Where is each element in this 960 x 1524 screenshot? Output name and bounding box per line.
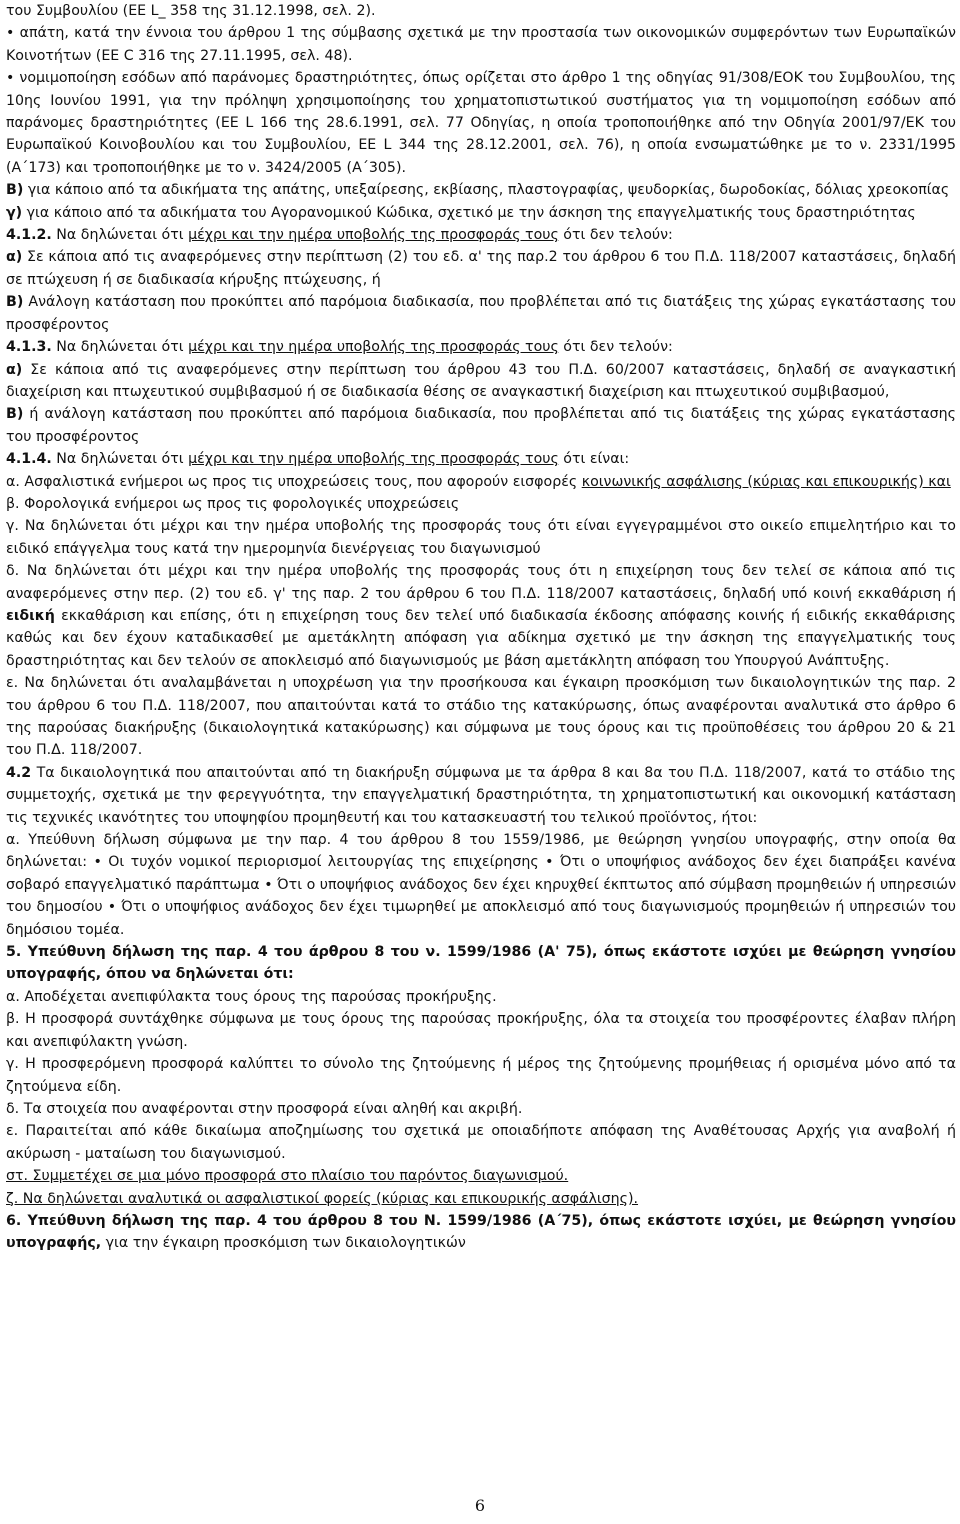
section-text: ότι δεν τελούν:	[558, 227, 673, 244]
paragraph: α. Υπεύθυνη δήλωση σύμφωνα με την παρ. 4 του άρθρου 8 του 1559/1986, με θεώρηση γνησίου υπογραφής, στην οποία θα δηλώνεται: • Οι τυχόν νομικοί περιορισμοί λειτουργίας της επιχείρησης • Ότι ο υποψήφιος ανάδοχος δεν έχει διαπράξει κανένα σοβαρό επαγγελματικό παράπτωμα • Ότι ο υποψήφιος ανάδοχος δεν έχει κηρυχθεί έκπτωτος από σύμβαση προμηθειών ή υπηρεσιών του δημοσίου • Ότι ο υποψήφιος ανάδοχος δεν έχει τιμωρηθεί με αποκλεισμό από τους διαγωνισμούς προμηθειών ή υπηρεσιών του δημόσιου τομέα.	[6, 832, 956, 938]
underlined-phrase: κοινωνικής ασφάλισης (κύριας και επικουρικής) και	[581, 473, 951, 490]
item-text: Σε κάποια από τις αναφερόμενες στην περίπτωση του άρθρου 43 του Π.Δ. 60/2007 καταστάσεις, δηλαδή σε αναγκαστική διαχείριση και πτωχευτικού συμβιβασμού ή σε διαδικασία θέσης σε αναγκαστική διαχείριση και πτωχευτικού συμβιβασμού,	[6, 361, 956, 400]
item-label: γ)	[6, 204, 23, 221]
section-4-1-4	[6, 448, 956, 470]
paragraph	[6, 471, 956, 493]
section-heading-6	[6, 1210, 956, 1255]
paragraph: γ. Να δηλώνεται ότι μέχρι και την ημέρα υποβολής της προσφοράς τους ότι είναι εγγεγραμμένοι στο οικείο επιμελητήριο και το ειδικό επάγγελμα τους κατά την ημερομηνία διενέργειας του διαγωνισμού	[6, 518, 956, 557]
item-label: Β)	[6, 406, 24, 423]
item-text: εκκαθάριση και επίσης, ότι η επιχείρηση τους δεν τελεί υπό διαδικασία έκδοσης απόφασης κοινής ή ειδικής εκκαθάρισης καθώς και δεν έχουν καταδικασθεί με αμετάκλητη απόφαση για αδίκημα σχετικό με την άσκηση της επαγγελματικής τους δραστηριότητας και δεν τελούν σε αποκλεισμό από διαγωνισμούς με βάση αμετάκλητη απόφαση του Υπουργού Ανάπτυξης.	[6, 607, 956, 669]
section-text: για την έγκαιρη προσκόμιση των δικαιολογητικών	[101, 1235, 466, 1252]
item-text: για κάποιο από τα αδικήματα της απάτης, υπεξαίρεσης, εκβίασης, πλαστογραφίας, ψευδορκίας, δωροδοκίας, δόλιας χρεοκοπίας	[23, 182, 950, 199]
item-label: α)	[6, 249, 23, 266]
section-number: 4.2	[6, 764, 32, 781]
document-page	[6, 0, 956, 1524]
bold-word: ειδική	[6, 607, 55, 624]
item-text: ή ανάλογη κατάσταση που προκύπτει από παρόμοια διαδικασία, που προβλέπεται από τις διατάξεις της χώρας εγκατάστασης του προσφέροντος	[6, 406, 956, 445]
item-text: Σε κάποια από τις αναφερόμενες στην περίπτωση (2) του εδ. α' της παρ.2 του άρθρου 6 του Π.Δ. 118/2007 καταστάσεις, δηλαδή σε πτώχευση ή σε διαδικασία κήρυξης πτώχευσης, ή	[6, 249, 956, 288]
paragraph	[6, 359, 956, 404]
item-text: για κάποιο από τα αδικήματα του Αγορανομικού Κώδικα, σχετικό με την άσκηση της επαγγελματικής τους δραστηριότητας	[22, 204, 916, 221]
paragraph	[6, 202, 956, 224]
section-text: ότι δεν τελούν:	[558, 339, 673, 356]
item-label: α)	[6, 361, 23, 378]
page-number: 6	[474, 1496, 486, 1515]
item-label: Β)	[6, 182, 24, 199]
section-number: 4.1.2.	[6, 227, 52, 244]
paragraph: γ. Η προσφερόμενη προσφορά καλύπτει το σύνολο της ζητούμενης ή μέρος της ζητούμενης προμήθειας ή ορισμένα μόνο από τα ζητούμενα είδη.	[6, 1056, 956, 1095]
section-text: ότι είναι:	[558, 451, 630, 468]
bullet-item: • νομιμοποίηση εσόδων από παράνομες δραστηριότητες, όπως ορίζεται στο άρθρο 1 της οδηγίας 91/308/ΕΟΚ του Συμβουλίου, της 10ης Ιουνίου 1991, για την πρόληψη χρησιμοποίησης του χρηματοπιστωτικού συστήματος για τη νομιμοποίηση εσόδων από παράνομες δραστηριότητες (ΕΕ L 166 της 28.6.1991, σελ. 77 Οδηγίας, η οποία τροποποιήθηκε από την Οδηγία 2001/97/ΕΚ του Ευρωπαϊκού Κοινοβουλίου και του Συμβουλίου, ΕΕ L 344 της 28.12.2001, σελ. 76), η οποία ενσωματώθηκε με το ν. 2331/1995 (Α΄173) και τροποποιήθηκε με το ν. 3424/2005 (Α΄305).	[6, 70, 956, 176]
paragraph: δ. Τα στοιχεία που αναφέρονται στην προσφορά είναι αληθή και ακριβή.	[6, 1100, 523, 1117]
heading-text: 6. Υπεύθυνη δήλωση της παρ. 4 του άρθρου 8 του Ν. 1599/1986 (Α΄75), όπως εκάστοτε ισχύει, με θεώρηση γνησίου υπογραφής,	[6, 1212, 956, 1252]
section-4-2	[6, 762, 956, 829]
paragraph: του Συμβουλίου (ΕΕ L_ 358 της 31.12.1998, σελ. 2).	[6, 3, 376, 19]
underlined-phrase: μέχρι και την ημέρα υποβολής της προσφοράς τους	[188, 227, 559, 244]
paragraph: ε. Παραιτείται από κάθε δικαίωμα αποζημίωσης του σχετικά με οποιαδήποτε απόφαση της Αναθέτουσας Αρχής για αναβολή ή ακύρωση - ματαίωση του διαγωνισμού.	[6, 1123, 956, 1162]
paragraph	[6, 403, 956, 448]
bullet-item: • απάτη, κατά την έννοια του άρθρου 1 της σύμβασης σχετικά με την προστασία των οικονομικών συμφερόντων των Ευρωπαϊκών Κοινοτήτων (ΕΕ C 316 της 27.11.1995, σελ. 48).	[6, 25, 956, 64]
section-number: 4.1.3.	[6, 339, 52, 356]
paragraph	[6, 560, 956, 672]
item-label: Β)	[6, 294, 24, 311]
paragraph	[6, 246, 956, 291]
underlined-phrase: μέχρι και την ημέρα υποβολής της προσφοράς τους	[188, 339, 559, 356]
paragraph: β. Η προσφορά συντάχθηκε σύμφωνα με τους όρους της παρούσας προκήρυξης, όλα τα στοιχεία του προσφέροντες έλαβαν πλήρη και ανεπιφύλακτη γνώση.	[6, 1011, 956, 1050]
section-text: Να δηλώνεται ότι	[51, 339, 189, 356]
item-text: δ. Να δηλώνεται ότι μέχρι και την ημέρα υποβολής της προσφοράς τους ότι η επιχείρηση τους δεν τελεί σε κάποια από τις αναφερόμενες στην περ. (2) του εδ. γ' της παρ. 2 του άρθρου 6 του Π.Δ. 118/2007 καταστάσεις, δηλαδή υπό κοινή εκκαθάριση ή	[6, 563, 956, 602]
section-text: Να δηλώνεται ότι	[51, 227, 189, 244]
paragraph: β. Φορολογικά ενήμεροι ως προς τις φορολογικές υποχρεώσεις	[6, 495, 460, 512]
section-4-1-2	[6, 224, 956, 246]
paragraph: ζ. Να δηλώνεται αναλυτικά οι ασφαλιστικοί φορείς (κύριας και επικουρικής ασφάλισης).	[6, 1190, 639, 1207]
item-text: α. Ασφαλιστικά ενήμεροι ως προς τις υποχρεώσεις τους, που αφορούν εισφορές	[6, 473, 582, 490]
section-heading-5: 5. Υπεύθυνη δήλωση της παρ. 4 του άρθρου 8 του ν. 1599/1986 (Α' 75), όπως εκάστοτε ισχύει με θεώρηση γνησίου υπογραφής, όπου να δηλώνεται ότι:	[6, 944, 956, 983]
section-4-1-3	[6, 336, 956, 358]
paragraph	[6, 179, 956, 201]
paragraph: ε. Να δηλώνεται ότι αναλαμβάνεται η υποχρέωση για την προσήκουσα και έγκαιρη προσκόμιση των δικαιολογητικών της παρ. 2 του άρθρου 6 του Π.Δ. 118/2007, που απαιτούνται κατά το στάδιο της κατακύρωσης, όπως αναφέρονται αναλυτικά στο άρθρο 6 της παρούσας διακήρυξης (δικαιολογητικά κατακύρωσης) και σύμφωνα με τους όρους και τις προϋποθέσεις του άρθρου 20 & 21 του Π.Δ. 118/2007.	[6, 675, 956, 759]
section-text: Να δηλώνεται ότι	[51, 451, 189, 468]
paragraph: α. Αποδέχεται ανεπιφύλακτα τους όρους της παρούσας προκήρυξης.	[6, 988, 497, 1005]
section-number: 4.1.4.	[6, 451, 52, 468]
underlined-phrase: μέχρι και την ημέρα υποβολής της προσφοράς τους	[188, 451, 559, 468]
section-text: Τα δικαιολογητικά που απαιτούνται από τη διακήρυξη σύμφωνα με τα άρθρα 8 και 8α του Π.Δ. 118/2007, κατά το στάδιο της συμμετοχής, σχετικά με την φερεγγυότητα, την επαγγελματική δραστηριότητα, τη χρηματοπιστωτική και οικονομική κατάσταση τις τεχνικές ικανότητες του υποψηφίου προμηθευτή και του κατασκευαστή του τελικού προϊόντος, ήτοι:	[6, 764, 956, 826]
paragraph	[6, 291, 956, 336]
paragraph: στ. Συμμετέχει σε μια μόνο προσφορά στο πλαίσιο του παρόντος διαγωνισμού.	[6, 1168, 569, 1185]
item-text: Ανάλογη κατάσταση που προκύπτει από παρόμοια διαδικασία, που προβλέπεται από τις διατάξεις της χώρας εγκατάστασης του προσφέροντος	[6, 294, 956, 333]
